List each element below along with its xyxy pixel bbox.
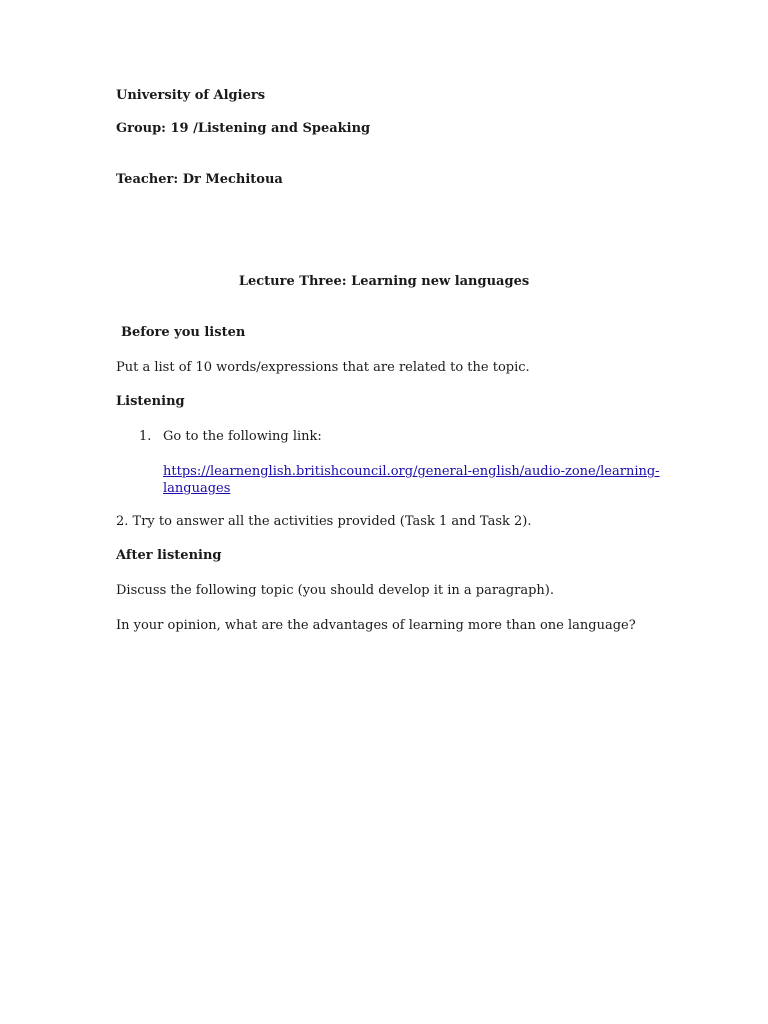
list-item-text: Go to the following link:	[163, 429, 322, 444]
audio-zone-link-line2[interactable]: languages	[163, 481, 231, 496]
before-listen-instruction: Put a list of 10 words/expressions that are related to the topic.	[116, 360, 530, 375]
after-listening-instruction: Discuss the following topic (you should develop it in a paragraph).	[116, 583, 555, 598]
group-line: Group: 19 /Listening and Speaking	[116, 121, 371, 136]
lecture-title: Lecture Three: Learning new languages	[238, 274, 530, 289]
discussion-question: In your opinion, what are the advantages of learning more than one language?	[116, 618, 636, 633]
university-name: University of Algiers	[116, 88, 266, 103]
activities-instruction: 2. Try to answer all the activities provided (Task 1 and Task 2).	[116, 514, 532, 529]
audio-zone-link-line1[interactable]: https://learnenglish.britishcouncil.org/general-english/audio-zone/learning-	[163, 464, 660, 479]
teacher-line: Teacher: Dr Mechitoua	[116, 172, 283, 187]
before-listen-heading: Before you listen	[121, 325, 246, 340]
listening-heading: Listening	[116, 394, 185, 409]
list-item-number: 1.	[139, 429, 152, 444]
after-listening-heading: After listening	[116, 548, 222, 563]
